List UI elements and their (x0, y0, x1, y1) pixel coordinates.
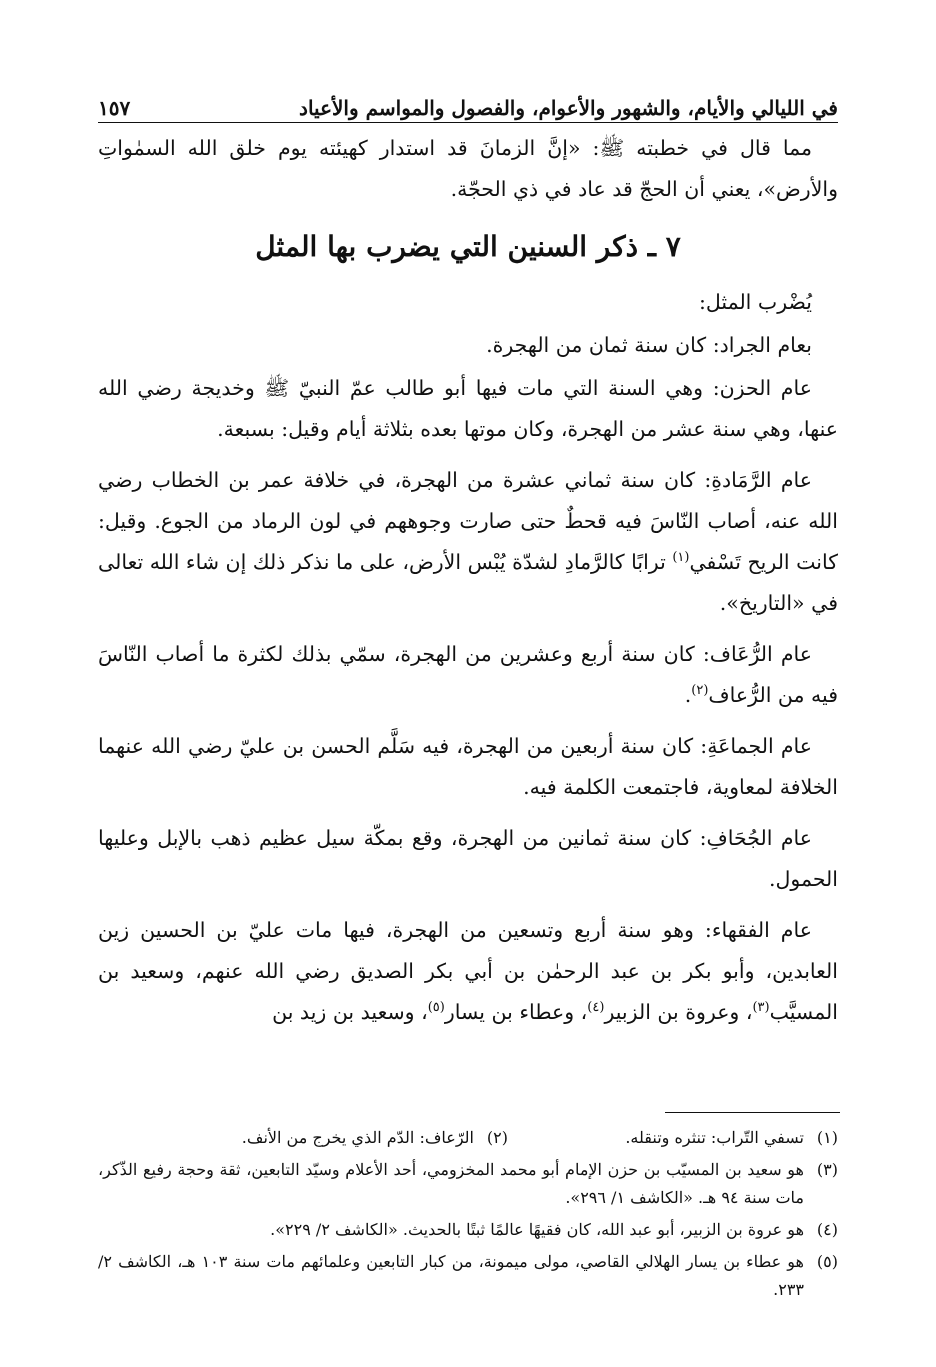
entry-year-of-nosebleed (98, 634, 838, 716)
running-head (98, 84, 838, 120)
entry-text: كان سنة أربع وعشرين من الهجرة، سمّي بذلك لكثرة ما أصاب النّاسَ فيه من الرُّعاف (98, 642, 838, 707)
entry-text: وهي السنة التي مات فيها أبو طالب عمّ النبيّ ﷺ وخديجة رضي الله عنها، وهي سنة عشر من الهجرة، وكان موتها بعده بثلاثة أيام وقيل: بسبعة. (98, 376, 838, 441)
entry-year-of-ashes (98, 460, 838, 624)
entry-text: كان سنة ثمانين من الهجرة، وقع بمكّة سيل عظيم ذهب بالإبل وعليها الحمول. (98, 826, 838, 891)
entry-text: كان سنة ثماني عشرة من الهجرة، في خلافة عمر بن الخطاب رضي الله عنه، أصاب النّاسَ فيه قحطٌ حتى صارت وجوههم في لون الرماد من الجوع. وقيل: كانت الريح تَسْفي (98, 468, 838, 574)
footnote-marker-1[interactable]: (١) (672, 550, 690, 566)
intro-paragraph: مما قال في خطبته ﷺ: «إنَّ الزمانَ قد استدار كهيئته يوم خلق الله السمٰواتِ والأرض»، يعني أن الحجّ قد عاد في ذي الحجّة. (98, 136, 838, 201)
footnote-marker-3[interactable]: (٣) (752, 1000, 770, 1016)
entry-term: عام الجُحَافِ: (699, 826, 812, 850)
entry-year-of-flood (98, 818, 838, 900)
footnote-number: (٤) (816, 1220, 838, 1239)
footnote-number: (٣) (816, 1160, 838, 1179)
entry-text: ترابًا كالرَّمادِ لشدّة يُبْس الأرض، على ما نذكر ذلك إن شاء الله تعالى في «التاريخ». (98, 550, 838, 615)
entry-year-of-jurists (98, 910, 838, 1033)
section-heading: ٧ ـ ذكر السنين التي يضرب بها المثل (255, 230, 681, 263)
entry-text: كان سنة ثمان من الهجرة. (486, 333, 707, 357)
footnote-marker-4[interactable]: (٤) (587, 1000, 605, 1016)
footnote-marker-5[interactable]: (٥) (427, 1000, 445, 1016)
running-head-title: في الليالي والأيام، والشهور والأعوام، والفصول والمواسم والأعياد (299, 96, 838, 120)
lead-line: يُضْرب المثل: (698, 290, 812, 314)
footnote-rule (665, 1112, 840, 1113)
footnote-1 (508, 1124, 838, 1152)
entry-text: وهو سنة أربع وتسعين من الهجرة، فيها مات عليّ بن الحسين زين العابدين، وأبو بكر بن عبد الرحمٰن بن أبي بكر الصديق رضي الله عنهم، وسعيد بن المسيَّب (98, 918, 838, 1024)
body-text (98, 128, 838, 1043)
entry-term: عام الرَّمَادةِ: (704, 468, 812, 492)
footnote-5 (98, 1248, 838, 1304)
entry-text: ، وعروة بن الزبير (604, 1000, 753, 1024)
footnote-text: هو عطاء بن يسار الهلالي القاصي، مولى ميمونة، من كبار التابعين وعلمائهم مات سنة ١٠٣ هـ، الكاشف ٢/ ٢٣٣. (98, 1252, 804, 1299)
entry-year-of-locusts (98, 325, 838, 366)
footnote-number: (٥) (816, 1252, 838, 1271)
entry-text: . (684, 683, 692, 707)
footnote-text: تسفي التّراب: تنثره وتنقله. (625, 1128, 804, 1147)
entry-year-of-unity (98, 726, 838, 808)
entry-text: ، وعطاء بن يسار (444, 1000, 588, 1024)
footnote-3 (98, 1156, 838, 1212)
header-rule (98, 122, 838, 123)
footnote-number: (٢) (486, 1128, 508, 1147)
entry-year-of-sorrow (98, 368, 838, 450)
entry-term: عام الحزن: (712, 376, 812, 400)
entry-text: كان سنة أربعين من الهجرة، فيه سَلَّم الحسن بن عليّ رضي الله عنهما الخلافة لمعاوية، فاجتمعت الكلمة فيه. (98, 734, 838, 799)
footnote-2 (242, 1124, 508, 1152)
entry-term: عام الرُّعَاف: (702, 642, 812, 666)
footnote-number: (١) (816, 1128, 838, 1147)
entry-text: ، وسعيد بن زيد بن (272, 1000, 428, 1024)
footnote-marker-2[interactable]: (٢) (691, 683, 709, 699)
footnote-text: هو سعيد بن المسيّب بن حزن الإمام أبو محمد المخزومي، أحد الأعلام وسيّد التابعين، ثقة وحجة رفيع الذّكر، مات سنة ٩٤ هـ. «الكاشف ١/ ٢٩٦». (98, 1160, 804, 1207)
footnotes (98, 1124, 838, 1308)
entry-term: عام الجماعَةِ: (700, 734, 812, 758)
entry-term: بعام الجراد: (712, 333, 812, 357)
page-number: ١٥٧ (98, 96, 131, 120)
footnote-4 (98, 1216, 838, 1244)
footnote-row (98, 1124, 838, 1152)
footnote-text: الرّعاف: الدّم الذي يخرج من الأنف. (241, 1128, 474, 1147)
footnote-text: هو عروة بن الزبير، أبو عبد الله، كان فقيهًا عالمًا ثبتًا بالحديث. «الكاشف ٢/ ٢٢٩». (270, 1220, 804, 1239)
entry-term: عام الفقهاء: (704, 918, 812, 942)
